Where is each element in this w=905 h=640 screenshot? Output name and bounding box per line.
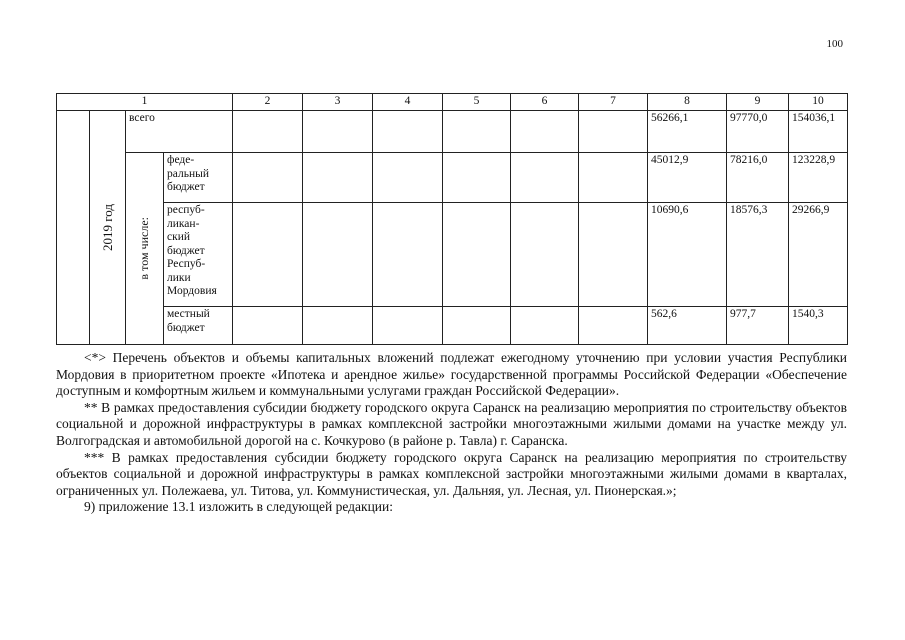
table-row bbox=[57, 203, 848, 307]
empty-cell bbox=[303, 111, 373, 153]
empty-cell bbox=[511, 307, 579, 345]
header-cell: 9 bbox=[727, 94, 789, 111]
header-cell: 3 bbox=[303, 94, 373, 111]
value-cell: 562,6 bbox=[648, 307, 727, 345]
header-cell: 5 bbox=[443, 94, 511, 111]
footnote-paragraph: <*> Перечень объектов и объемы капитальных вложений подлежат ежегодному уточнению при условии участия Республики Мордовия в приоритетном проекте «Ипотека и арендное жилье» государственной программы Российской Федерации «Обеспечение доступным и комфортным жильем и коммунальными услугами граждан Российской Федерации». bbox=[56, 350, 847, 399]
value-cell: 45012,9 bbox=[648, 153, 727, 203]
year-label: 2019 год bbox=[99, 204, 115, 251]
empty-cell bbox=[373, 307, 443, 345]
empty-cell bbox=[443, 203, 511, 307]
page-number: 100 bbox=[826, 38, 843, 50]
footnotes bbox=[56, 350, 847, 516]
empty-cell bbox=[579, 307, 648, 345]
value-cell: 10690,6 bbox=[648, 203, 727, 307]
table-row bbox=[57, 307, 848, 345]
empty-cell bbox=[373, 111, 443, 153]
table-row bbox=[57, 153, 848, 203]
empty-cell bbox=[579, 153, 648, 203]
empty-cell bbox=[579, 203, 648, 307]
empty-cell bbox=[511, 203, 579, 307]
empty-cell bbox=[443, 307, 511, 345]
empty-cell bbox=[511, 153, 579, 203]
empty-cell bbox=[511, 111, 579, 153]
row-label: феде- ральный бюджет bbox=[164, 153, 233, 203]
value-cell: 97770,0 bbox=[727, 111, 789, 153]
value-cell: 18576,3 bbox=[727, 203, 789, 307]
value-cell: 56266,1 bbox=[648, 111, 727, 153]
budget-table bbox=[56, 93, 848, 345]
header-cell: 7 bbox=[579, 94, 648, 111]
empty-cell bbox=[233, 203, 303, 307]
table-row-total bbox=[57, 111, 848, 153]
row-label: респуб- ликан- ский бюджет Респуб- лики Мордовия bbox=[164, 203, 233, 307]
footnote-paragraph: ** В рамках предоставления субсидии бюджету городского округа Саранск на реализацию мероприятия по строительству объектов социальной и дорожной инфраструктуры в рамках комплексной застройки многоэтажными жилыми домами на участке между ул. Волгоградская и автомобильной дорогой на с. Кочкурово (в районе р. Тавла) г. Саранска. bbox=[56, 399, 847, 448]
table-header-row bbox=[57, 94, 848, 111]
header-cell: 6 bbox=[511, 94, 579, 111]
empty-cell bbox=[443, 111, 511, 153]
blank-side-cell bbox=[57, 111, 90, 345]
empty-cell bbox=[373, 203, 443, 307]
year-cell bbox=[90, 111, 126, 345]
value-cell: 1540,3 bbox=[789, 307, 848, 345]
empty-cell bbox=[443, 153, 511, 203]
value-cell: 154036,1 bbox=[789, 111, 848, 153]
header-cell: 1 bbox=[57, 94, 233, 111]
header-cell: 4 bbox=[373, 94, 443, 111]
including-cell bbox=[126, 153, 164, 345]
row-label: местный бюджет bbox=[164, 307, 233, 345]
value-cell: 977,7 bbox=[727, 307, 789, 345]
empty-cell bbox=[303, 307, 373, 345]
row-label-total: всего bbox=[126, 111, 233, 153]
empty-cell bbox=[233, 307, 303, 345]
empty-cell bbox=[233, 111, 303, 153]
empty-cell bbox=[303, 203, 373, 307]
empty-cell bbox=[579, 111, 648, 153]
empty-cell bbox=[303, 153, 373, 203]
including-label: в том числе: bbox=[136, 217, 151, 280]
header-cell: 2 bbox=[233, 94, 303, 111]
header-cell: 10 bbox=[789, 94, 848, 111]
empty-cell bbox=[233, 153, 303, 203]
value-cell: 78216,0 bbox=[727, 153, 789, 203]
value-cell: 29266,9 bbox=[789, 203, 848, 307]
header-cell: 8 bbox=[648, 94, 727, 111]
value-cell: 123228,9 bbox=[789, 153, 848, 203]
amendment-paragraph: 9) приложение 13.1 изложить в следующей редакции: bbox=[84, 499, 394, 515]
empty-cell bbox=[373, 153, 443, 203]
footnote-paragraph: *** В рамках предоставления субсидии бюджету городского округа Саранск на реализацию мероприятия по строительству объектов социальной и дорожной инфраструктуры в рамках комплексной застройки многоэтажными жилыми домами в кварталах, ограниченных ул. Полежаева, ул. Титова, ул. Коммунистическая, ул. Дальняя, ул. Лесная, ул. Пионерская.»; bbox=[56, 449, 847, 498]
